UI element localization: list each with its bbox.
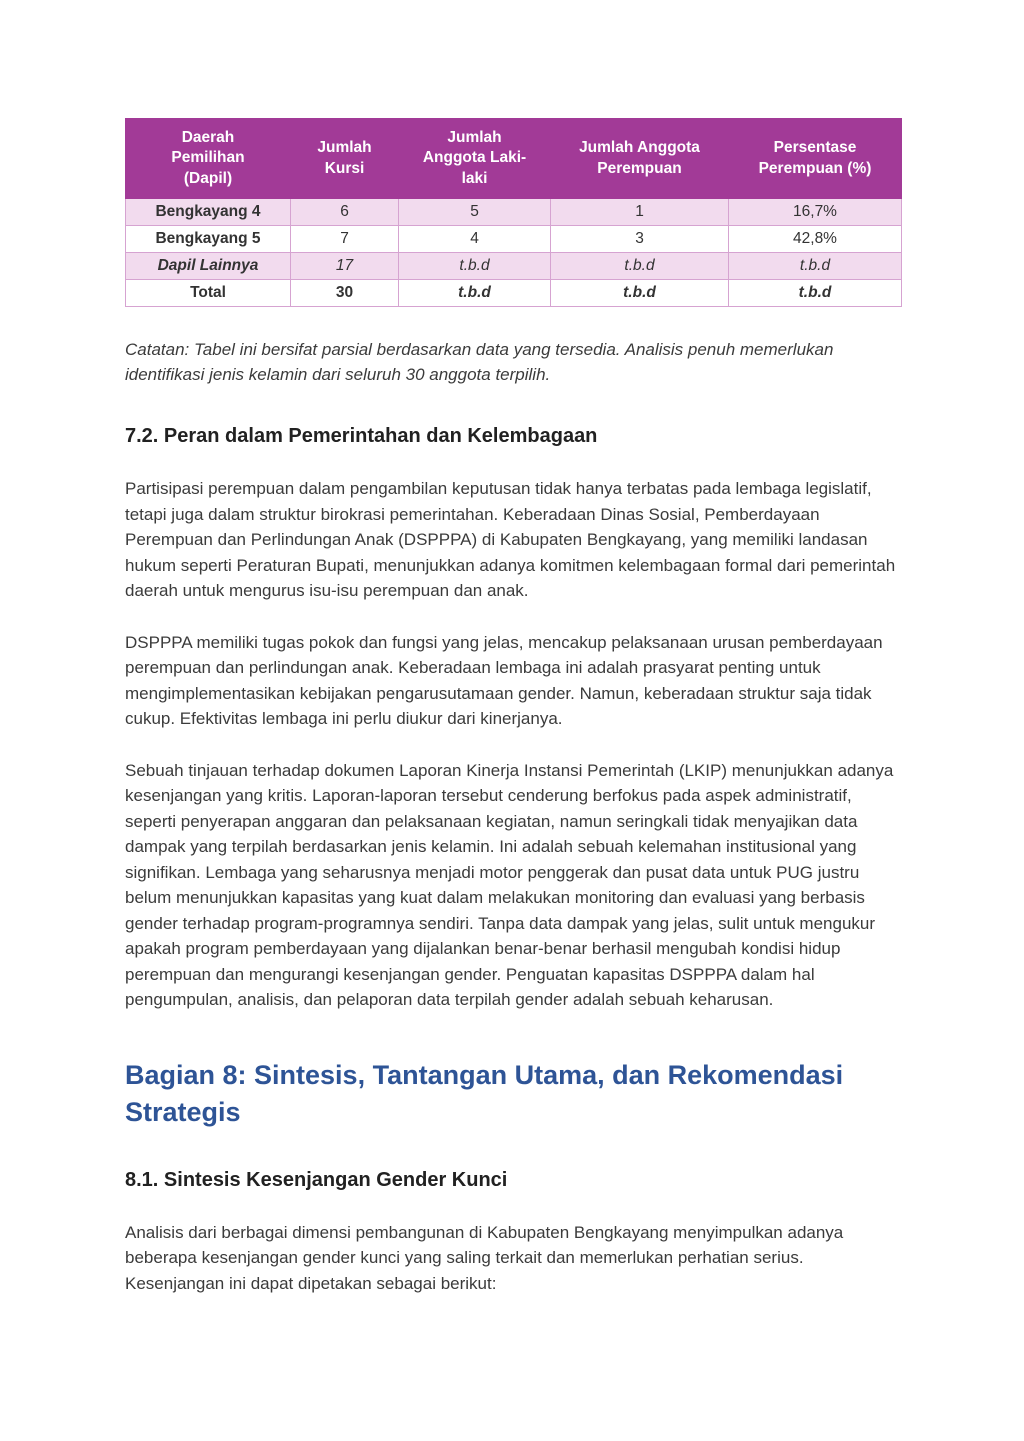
- header-persentase-perempuan: Persentase Perempuan (%): [729, 119, 902, 199]
- cell-dapil-name: Dapil Lainnya: [126, 253, 291, 280]
- table-row-dapil-lainnya: [126, 253, 902, 280]
- cell-persen: 42,8%: [729, 226, 902, 253]
- cell-perempuan: 1: [551, 199, 729, 226]
- table-row-bengkayang-5: [126, 226, 902, 253]
- cell-laki: 5: [399, 199, 551, 226]
- cell-perempuan: 3: [551, 226, 729, 253]
- cell-persen: 16,7%: [729, 199, 902, 226]
- cell-dapil-name: Total: [126, 280, 291, 307]
- cell-dapil-name: Bengkayang 4: [126, 199, 291, 226]
- header-daerah-pemilihan: Daerah Pemilihan (Dapil): [126, 119, 291, 199]
- paragraph-72-3: Sebuah tinjauan terhadap dokumen Laporan Kinerja Instansi Pemerintah (LKIP) menunjukkan adanya kesenjangan yang kritis. Laporan-laporan tersebut cenderung berfokus pada aspek administratif, seperti penyerapan anggaran dan pelaksanaan kegiatan, namun seringkali tidak menyajikan data dampak yang terpilah berdasarkan jenis kelamin. Ini adalah sebuah kelemahan institusional yang signifikan. Lembaga yang seharusnya menjadi motor penggerak dan pusat data untuk PUG justru belum menunjukkan kapasitas yang kuat dalam melakukan monitoring dan evaluasi yang berbasis gender terhadap program-programnya sendiri. Tanpa data dampak yang jelas, sulit untuk mengukur apakah program pemberdayaan yang dijalankan benar-benar berhasil mengubah kondisi hidup perempuan dan mengurangi kesenjangan gender. Penguatan kapasitas DSPPPA dalam hal pengumpulan, analisis, dan pelaporan data terpilah gender adalah sebuah keharusan.: [125, 760, 894, 1010]
- header-jumlah-kursi: Jumlah Kursi: [291, 119, 399, 199]
- cell-kursi: 6: [291, 199, 399, 226]
- cell-dapil-name: Bengkayang 5: [126, 226, 291, 253]
- header-anggota-perempuan: Jumlah Anggota Perempuan: [551, 119, 729, 199]
- heading-7-2: 7.2. Peran dalam Pemerintahan dan Kelembagaan: [125, 425, 598, 448]
- table-header-row: [126, 119, 902, 199]
- heading-8-1: 8.1. Sintesis Kesenjangan Gender Kunci: [125, 1168, 508, 1191]
- table-row-total: [126, 280, 902, 307]
- heading-bagian-8: Bagian 8: Sintesis, Tantangan Utama, dan Rekomendasi Strategis: [125, 1059, 844, 1127]
- cell-perempuan: t.b.d: [551, 280, 729, 307]
- cell-perempuan: t.b.d: [551, 253, 729, 280]
- table-caption-note: Catatan: Tabel ini bersifat parsial berdasarkan data yang tersedia. Analisis penuh memerlukan identifikasi jenis kelamin dari seluruh 30 anggota terpilih.: [125, 340, 834, 385]
- cell-laki: 4: [399, 226, 551, 253]
- cell-kursi: 7: [291, 226, 399, 253]
- table-row-bengkayang-4: [126, 199, 902, 226]
- cell-persen: t.b.d: [729, 280, 902, 307]
- header-anggota-laki: Jumlah Anggota Laki-laki: [399, 119, 551, 199]
- paragraph-81-1: Analisis dari berbagai dimensi pembangunan di Kabupaten Bengkayang menyimpulkan adanya beberapa kesenjangan gender kunci yang saling terkait dan memerlukan perhatian serius. Kesenjangan ini dapat dipetakan sebagai berikut:: [125, 1222, 844, 1293]
- cell-kursi: 17: [291, 253, 399, 280]
- cell-persen: t.b.d: [729, 253, 902, 280]
- cell-kursi: 30: [291, 280, 399, 307]
- paragraph-72-1: Partisipasi perempuan dalam pengambilan keputusan tidak hanya terbatas pada lembaga legislatif, tetapi juga dalam struktur birokrasi pemerintahan. Keberadaan Dinas Sosial, Pemberdayaan Perempuan dan Perlindungan Anak (DSPPPA) di Kabupaten Bengkayang, yang memiliki landasan hukum seperti Peraturan Bupati, menunjukkan adanya komitmen kelembagaan formal dari pemerintah daerah untuk mengurus isu-isu perempuan dan anak.: [125, 479, 896, 601]
- cell-laki: t.b.d: [399, 280, 551, 307]
- cell-laki: t.b.d: [399, 253, 551, 280]
- dapil-representation-table: [125, 118, 902, 307]
- paragraph-72-2: DSPPPA memiliki tugas pokok dan fungsi yang jelas, mencakup pelaksanaan urusan pemberdayaan perempuan dan perlindungan anak. Keberadaan lembaga ini adalah prasyarat penting untuk mengimplementasikan kebijakan pengarusutamaan gender. Namun, keberadaan struktur saja tidak cukup. Efektivitas lembaga ini perlu diukur dari kinerjanya.: [125, 632, 883, 729]
